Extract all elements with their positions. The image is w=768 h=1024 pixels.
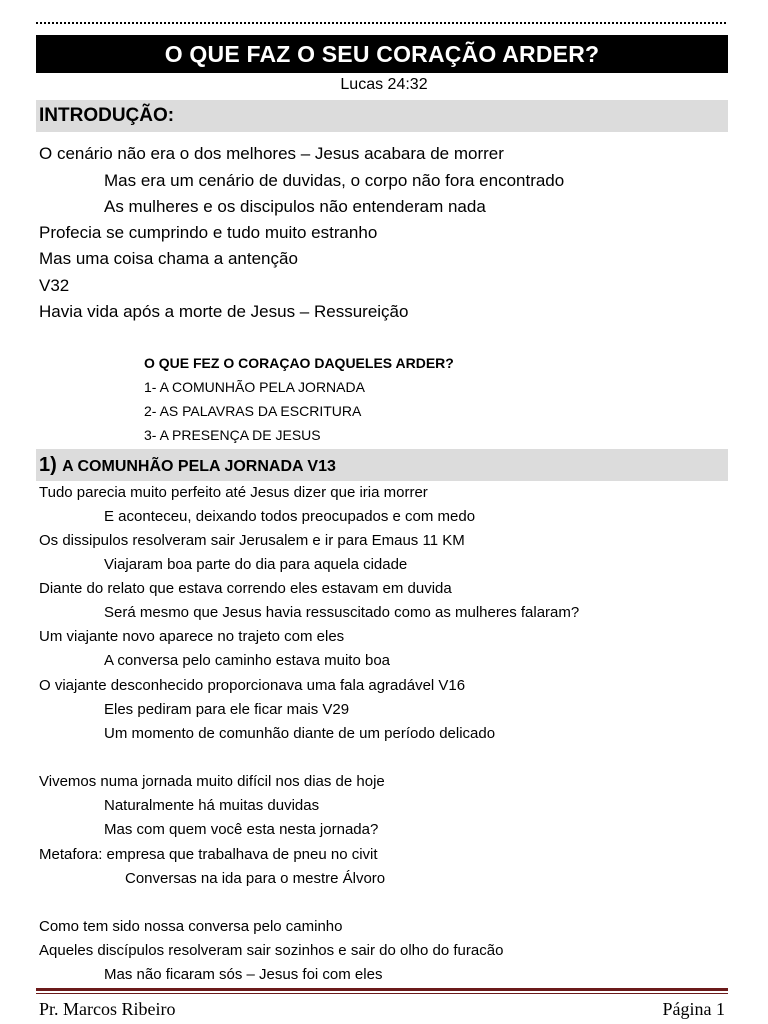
- footer-rule: [36, 988, 728, 991]
- body-line: Mas com quem você esta nesta jornada?: [104, 821, 379, 838]
- intro-line: Mas uma coisa chama a antenção: [39, 249, 298, 268]
- body-line: Viajaram boa parte do dia para aquela cidade: [104, 556, 408, 573]
- body-line: Os dissipulos resolveram sair Jerusalem e ir para Emaus 11 KM: [39, 532, 465, 549]
- footer-page-number: Página 1: [662, 999, 725, 1019]
- body-line: E aconteceu, deixando todos preocupados e com medo: [104, 508, 476, 525]
- introduction-heading: INTRODUÇÃO:: [39, 105, 175, 126]
- body-line: Metafora: empresa que trabalhava de pneu no civit: [39, 846, 378, 863]
- top-dotted-rule: [36, 22, 726, 24]
- outline-point: 2- AS PALAVRAS DA ESCRITURA: [144, 403, 362, 419]
- introduction-heading-bar: [36, 100, 728, 132]
- body-line: O viajante desconhecido proporcionava uma fala agradável V16: [39, 677, 466, 694]
- body-line: Eles pediram para ele ficar mais V29: [104, 701, 350, 718]
- body-line: Conversas na ida para o mestre Álvoro: [125, 870, 386, 887]
- body-line: Será mesmo que Jesus havia ressuscitado como as mulheres falaram?: [104, 604, 580, 621]
- intro-line: As mulheres e os discipulos não entenderam nada: [104, 197, 486, 216]
- outline-question: O QUE FEZ O CORAÇAO DAQUELES ARDER?: [144, 355, 454, 371]
- intro-line: V32: [39, 276, 70, 295]
- intro-line: Profecia se cumprindo e tudo muito estranho: [39, 223, 378, 242]
- intro-line: O cenário não era o dos melhores – Jesus acabara de morrer: [39, 144, 504, 163]
- body-line: Um viajante novo aparece no trajeto com eles: [39, 628, 345, 645]
- outline-point: 3- A PRESENÇA DE JESUS: [144, 427, 321, 443]
- section1-number: 1): [39, 454, 57, 476]
- body-line: Tudo parecia muito perfeito até Jesus dizer que iria morrer: [39, 484, 428, 501]
- footer-rule-thin: [36, 993, 728, 994]
- body-line: Como tem sido nossa conversa pelo caminho: [39, 918, 343, 935]
- section1-heading: A COMUNHÃO PELA JORNADA V13: [62, 458, 336, 475]
- body-line: Diante do relato que estava correndo eles estavam em duvida: [39, 580, 452, 597]
- body-line: A conversa pelo caminho estava muito boa: [104, 652, 391, 669]
- body-line: Mas não ficaram sós – Jesus foi com eles: [104, 966, 383, 983]
- body-line: Um momento de comunhão diante de um período delicado: [104, 725, 496, 742]
- outline-point: 1- A COMUNHÃO PELA JORNADA: [144, 379, 365, 395]
- section1-heading-bar: [36, 449, 728, 481]
- intro-line: Mas era um cenário de duvidas, o corpo não fora encontrado: [104, 171, 565, 190]
- page-title: O QUE FAZ O SEU CORAÇÃO ARDER?: [36, 35, 728, 73]
- intro-line: Havia vida após a morte de Jesus – Ressureição: [39, 302, 409, 321]
- footer-author: Pr. Marcos Ribeiro: [39, 999, 176, 1019]
- body-line: Vivemos numa jornada muito difícil nos dias de hoje: [39, 773, 385, 790]
- scripture-reference: Lucas 24:32: [340, 76, 428, 93]
- body-line: Naturalmente há muitas duvidas: [104, 797, 320, 814]
- body-line: Aqueles discípulos resolveram sair sozinhos e sair do olho do furacão: [39, 942, 504, 959]
